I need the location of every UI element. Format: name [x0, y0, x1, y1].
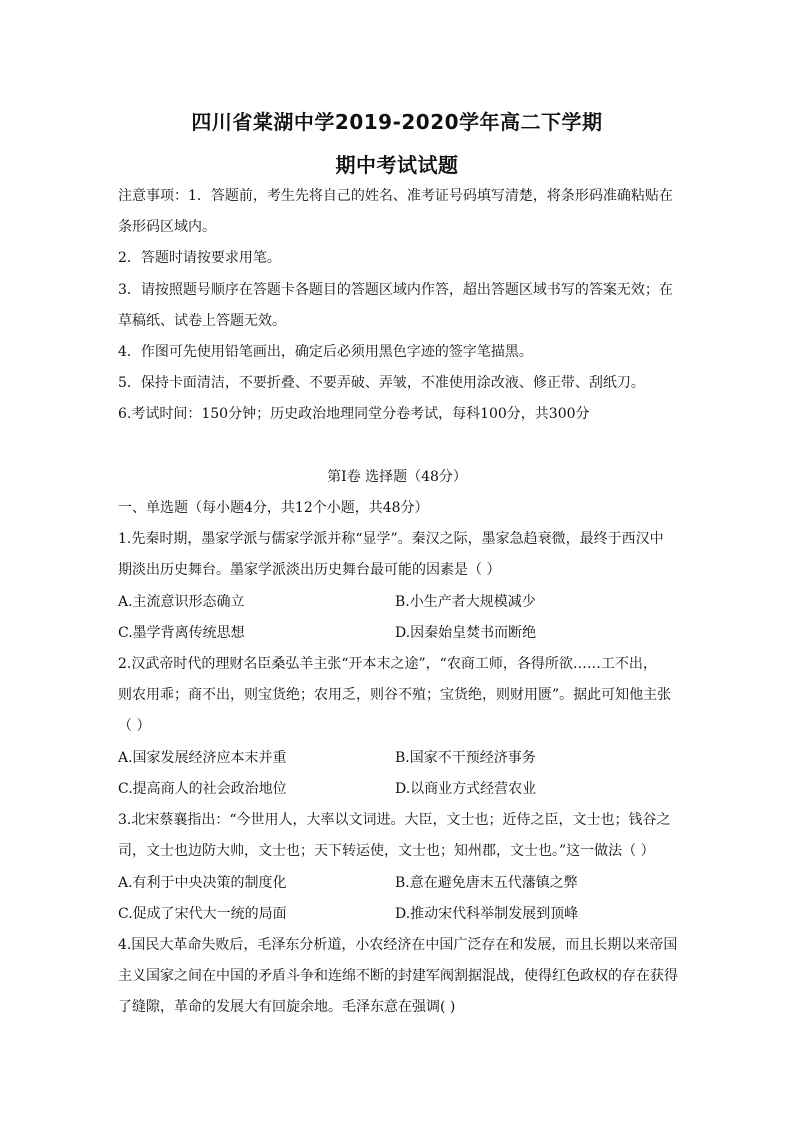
question-1-stem: 1.先秦时期，墨家学派与儒家学派并称“显学”。秦汉之际，墨家急趋衰微，最终于西汉中: [118, 531, 664, 547]
question-3-option-d: D.推动宋代科举制发展到顶峰: [395, 906, 579, 922]
question-3-stem: 司，文士也边防大帅，文士也；天下转运使，文士也；知州郡，文士也。”这一做法（ ）: [118, 843, 655, 859]
question-2-option-c: C.提高商人的社会政治地位: [118, 781, 287, 797]
section-title: 第Ⅰ卷 选择题（48分）: [327, 469, 467, 485]
question-1-option-c: C.墨学背离传统思想: [118, 625, 245, 641]
question-2-option-b: B.国家不干预经济事务: [395, 750, 536, 766]
question-1-option-a: A.主流意识形态确立: [118, 594, 245, 610]
question-4-stem: 4.国民大革命失败后，毛泽东分析道，小农经济在中国广泛存在和发展，而且长期以来帝国: [118, 937, 678, 953]
question-2-stem: 则农用乖；商不出，则宝货绝；农用乏，则谷不殖；宝货绝，则财用匮”。据此可知他主张: [118, 687, 672, 703]
question-3-option-c: C.促成了宋代大一统的局面: [118, 906, 287, 922]
question-3-option-a: A.有利于中央决策的制度化: [118, 875, 287, 891]
section-subtitle: 一、单选题（每小题4分，共12个小题，共48分）: [118, 500, 429, 516]
question-3-stem: 3.北宋蔡襄指出：“今世用人，大率以文词进。大臣，文士也；近侍之臣，文士也；钱谷之: [118, 812, 671, 828]
question-4-stem: 主义国家之间在中国的矛盾斗争和连绵不断的封建军阀割据混战，使得红色政权的存在获得: [118, 968, 678, 984]
notes-line: 条形码区域内。: [118, 219, 216, 235]
question-2-stem: （ ）: [118, 718, 151, 734]
notes-line: 5．保持卡面清洁，不要折叠、不要弄破、弄皱，不准使用涂改液、修正带、刮纸刀。: [118, 375, 645, 391]
notes-line: 2．答题时请按要求用笔。: [118, 250, 281, 266]
exam-title-line1: 四川省棠湖中学2019-2020学年高二下学期: [191, 110, 603, 134]
question-3-option-b: B.意在避免唐末五代藩镇之弊: [395, 875, 578, 891]
question-4-stem: 了缝隙，革命的发展大有回旋余地。毛泽东意在强调( ): [118, 999, 456, 1015]
notes-line: 注意事项：1．答题前，考生先将自己的姓名、准考证号码填写清楚，将条形码准确粘贴在: [118, 188, 673, 204]
notes-line: 3．请按照题号顺序在答题卡各题目的答题区域内作答，超出答题区域书写的答案无效；在: [118, 282, 673, 298]
question-2-option-a: A.国家发展经济应本末并重: [118, 750, 287, 766]
question-1-option-b: B.小生产者大规模减少: [395, 594, 536, 610]
question-2-stem: 2.汉武帝时代的理财名臣桑弘羊主张“开本末之途”，“农商工师，各得所欲……工不出，: [118, 656, 657, 672]
notes-line: 4．作图可先使用铅笔画出，确定后必须用黑色字迹的签字笔描黑。: [118, 344, 533, 360]
notes-line: 草稿纸、试卷上答题无效。: [118, 313, 286, 329]
question-2-option-d: D.以商业方式经营农业: [395, 781, 537, 797]
notes-line: 6.考试时间：150分钟；历史政治地理同堂分卷考试，每科100分，共300分: [118, 406, 590, 422]
exam-title-line2: 期中考试试题: [335, 153, 459, 177]
question-1-option-d: D.因秦始皇焚书而断绝: [395, 625, 537, 641]
question-1-stem: 期淡出历史舞台。墨家学派淡出历史舞台最可能的因素是（ ）: [118, 562, 501, 578]
